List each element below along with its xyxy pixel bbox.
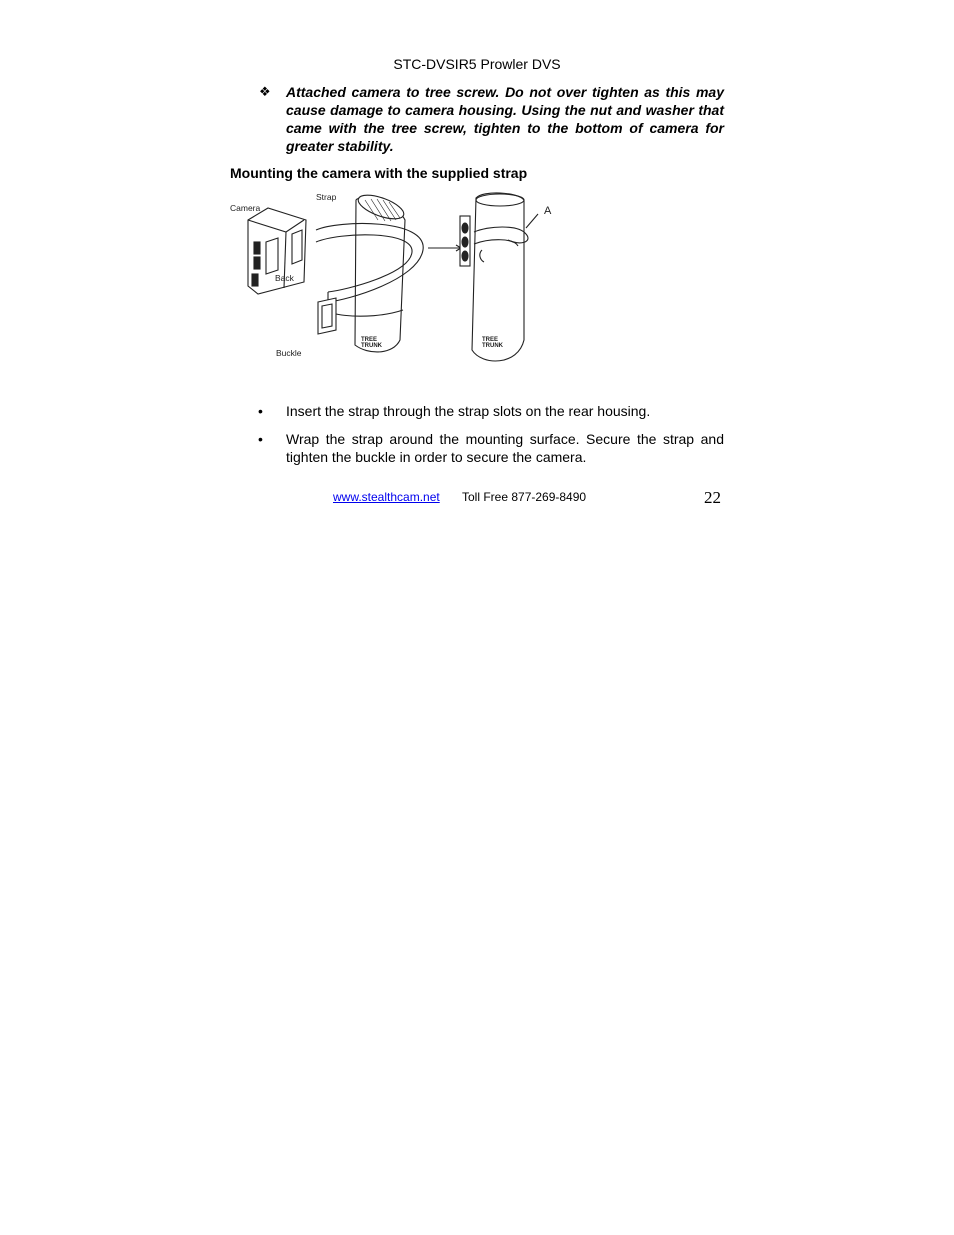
section-heading: Mounting the camera with the supplied strap — [230, 165, 528, 181]
label-camera: Camera — [230, 203, 261, 213]
label-tree-left: TREE — [361, 337, 378, 343]
strap-mounting-illustration — [228, 190, 558, 370]
list-item-text: Wrap the strap around the mounting surface. Secure the strap and tighten the buckle in order to secure the camera. — [286, 431, 724, 465]
label-back: Back — [275, 273, 294, 283]
label-tree-right: TREE — [482, 337, 499, 343]
bullet-icon: • — [258, 403, 263, 419]
list-item-text: Insert the strap through the strap slots on the rear housing. — [286, 403, 651, 419]
page-header: STC-DVSIR5 Prowler DVS — [393, 56, 561, 72]
toll-free-phone: Toll Free 877-269-8490 — [462, 490, 587, 504]
list-item — [258, 430, 724, 466]
caution-note: Attached camera to tree screw. Do not over tighten as this may cause damage to camera housing. Using the nut and washer that came with the tree screw, tighten to the bottom of camera for greater stability. — [286, 84, 724, 154]
diamond-bullet-icon: ❖ — [259, 84, 271, 99]
label-buckle: Buckle — [276, 348, 302, 358]
strap-diagram — [228, 190, 558, 370]
label-trunk-right: TRUNK — [482, 343, 503, 349]
list-item — [258, 402, 724, 420]
label-strap: Strap — [316, 192, 337, 202]
website-link[interactable]: www.stealthcam.net — [333, 490, 440, 504]
bullet-icon: • — [258, 431, 263, 447]
page-number: 22 — [704, 488, 721, 507]
label-trunk-left: TRUNK — [361, 343, 382, 349]
instruction-list — [258, 402, 724, 476]
label-a: A — [544, 205, 552, 217]
